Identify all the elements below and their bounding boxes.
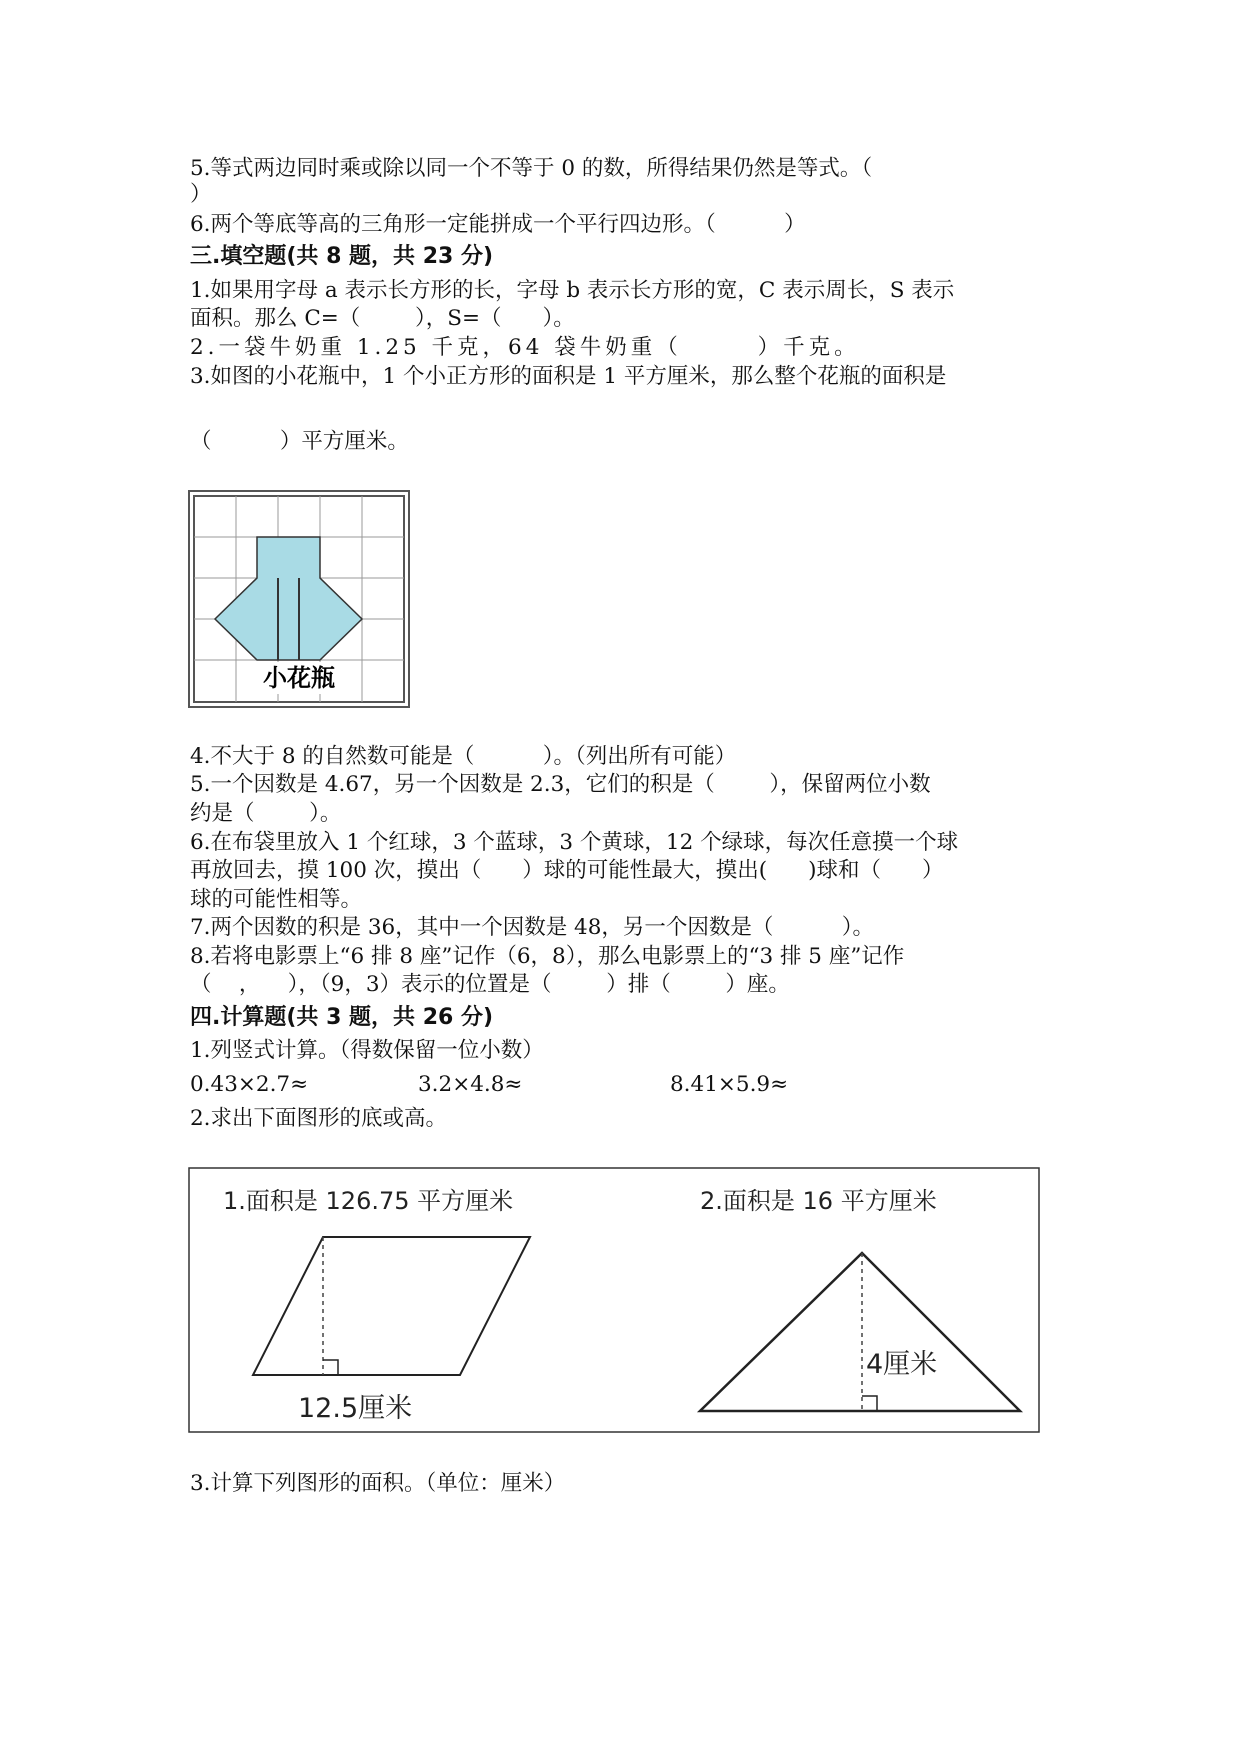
section-3-heading: 三.填空题(共 8 题，共 23 分) bbox=[190, 244, 494, 269]
triangle-caption: 2.面积是 16 平方厘米 bbox=[700, 1187, 937, 1215]
calc-item-2: 3.2×4.8≈ bbox=[418, 1072, 523, 1097]
fill-q6-line1: 6.在布袋里放入 1 个红球，3 个蓝球，3 个黄球，12 个绿球，每次任意摸一个球 bbox=[190, 830, 959, 855]
calc-q2: 2.求出下面图形的底或高。 bbox=[190, 1106, 448, 1131]
shapes-figure bbox=[188, 1167, 1040, 1433]
fill-q5-line1: 5.一个因数是 4.67，另一个因数是 2.3，它们的积是（ ），保留两位小数 bbox=[190, 772, 931, 797]
vase-figure bbox=[188, 490, 410, 708]
fill-q7: 7.两个因数的积是 36，其中一个因数是 48，另一个因数是（ ）。 bbox=[190, 915, 874, 940]
vase-label: 小花瓶 bbox=[263, 664, 335, 692]
judge-item-5-line2: ） bbox=[190, 182, 212, 207]
judge-item-6: 6.两个等底等高的三角形一定能拼成一个平行四边形。（ ） bbox=[190, 212, 806, 237]
fill-q1-line2: 面积。那么 C=（ ），S=（ ）。 bbox=[190, 306, 575, 331]
fill-q8-line2: （ ， ），（9，3）表示的位置是（ ）排（ ）座。 bbox=[190, 972, 790, 997]
calc-q3: 3.计算下列图形的面积。（单位：厘米） bbox=[190, 1471, 566, 1496]
fill-q3-line2: （ ）平方厘米。 bbox=[190, 429, 409, 454]
calc-item-3: 8.41×5.9≈ bbox=[670, 1072, 789, 1097]
fill-q2: 2.一袋牛奶重 1.25 千克，64 袋牛奶重（ ）千克。 bbox=[190, 335, 860, 360]
fill-q6-line2: 再放回去，摸 100 次，摸出（ ）球的可能性最大，摸出( )球和（ ） bbox=[190, 858, 944, 883]
fill-q5-line2: 约是（ ）。 bbox=[190, 801, 342, 826]
fill-q1-line1: 1.如果用字母 a 表示长方形的长，字母 b 表示长方形的宽，C 表示周长，S 表示 bbox=[190, 278, 955, 303]
parallelogram-caption: 1.面积是 126.75 平方厘米 bbox=[223, 1187, 514, 1215]
judge-item-5-line1: 5.等式两边同时乘或除以同一个不等于 0 的数，所得结果仍然是等式。（ bbox=[190, 156, 873, 181]
section-4-heading: 四.计算题(共 3 题，共 26 分) bbox=[190, 1005, 494, 1030]
fill-q8-line1: 8.若将电影票上“6 排 8 座”记作（6，8），那么电影票上的“3 排 5 座”记作 bbox=[190, 944, 905, 969]
fill-q4: 4.不大于 8 的自然数可能是（ ）。（列出所有可能） bbox=[190, 744, 737, 769]
calc-q1: 1.列竖式计算。（得数保留一位小数） bbox=[190, 1038, 544, 1063]
fill-q6-line3: 球的可能性相等。 bbox=[190, 887, 363, 912]
parallelogram-base-label: 12.5厘米 bbox=[298, 1393, 413, 1424]
fill-q3-line1: 3.如图的小花瓶中，1 个小正方形的面积是 1 平方厘米，那么整个花瓶的面积是 bbox=[190, 364, 947, 389]
triangle-height-label: 4厘米 bbox=[866, 1349, 938, 1380]
calc-item-1: 0.43×2.7≈ bbox=[190, 1072, 309, 1097]
